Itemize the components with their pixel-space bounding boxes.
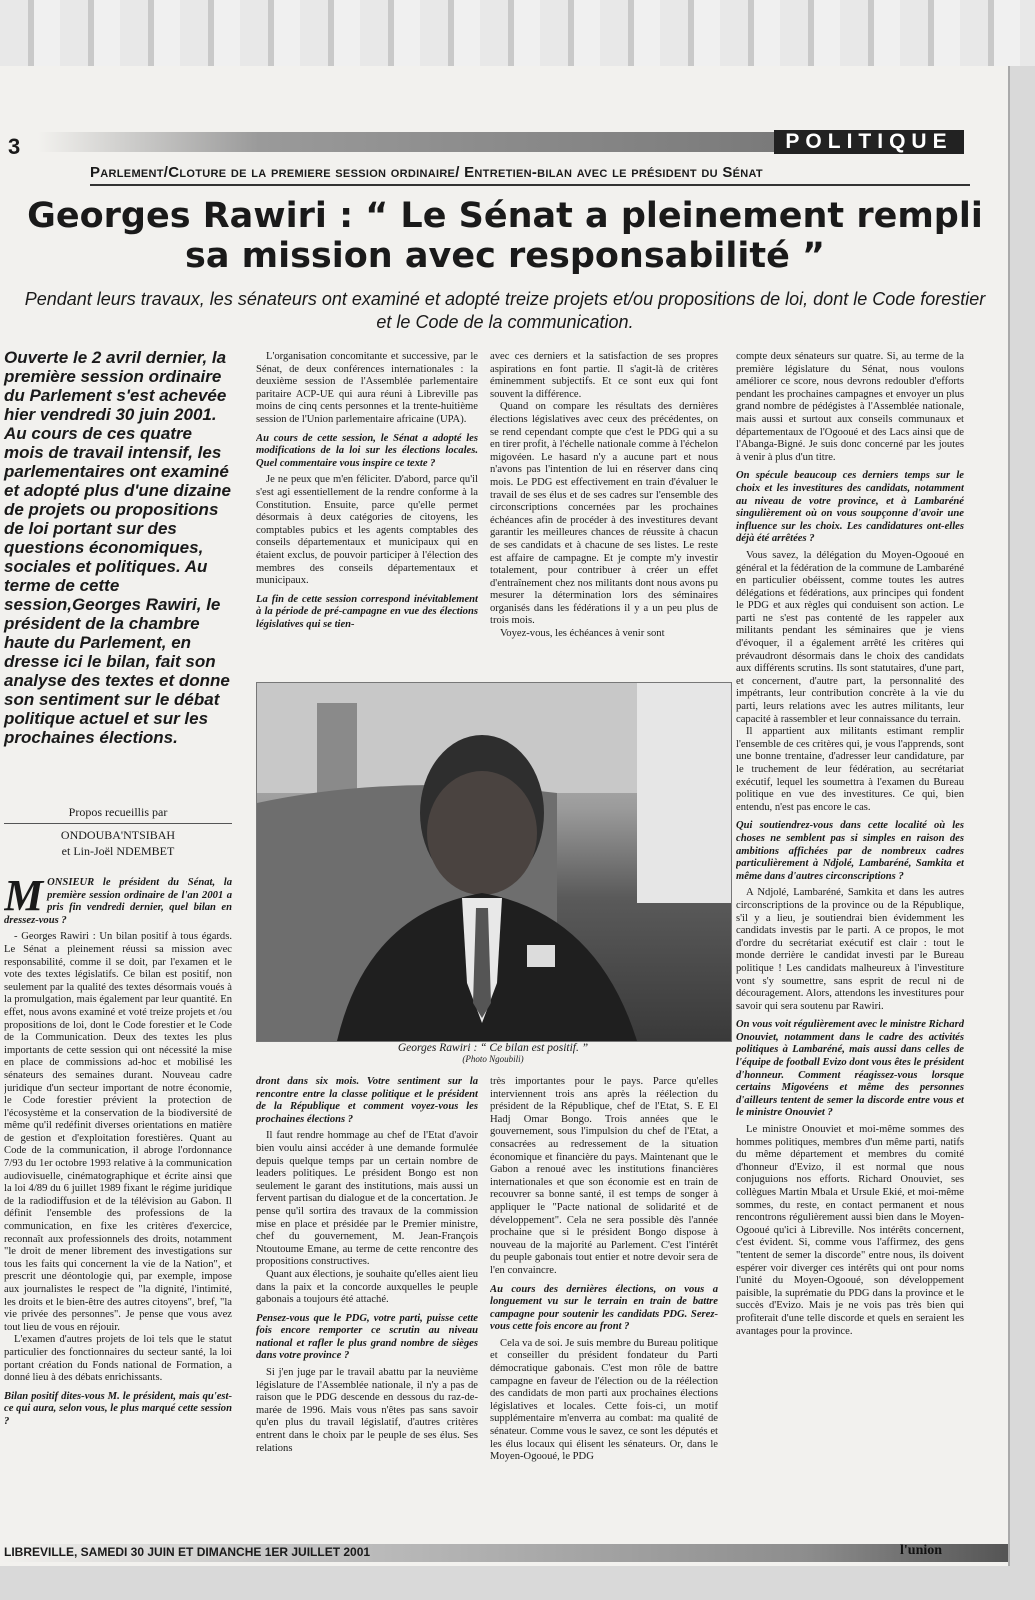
question: ONSIEUR le président du Sénat, la première session ordinaire de l'an 2001 a pris fin vendredi dernier, quel bilan en dressez-vous ? bbox=[4, 877, 232, 926]
photo-credit: (Photo Ngoubili) bbox=[462, 1054, 524, 1064]
portrait-illustration bbox=[257, 683, 731, 1041]
question: Au cours de cette session, le Sénat a adopté les modifications de la loi sur les élections locales. Quel commentaire vous inspire ce texte ? bbox=[256, 432, 478, 469]
question: dront dans six mois. Votre sentiment sur la rencontre entre la classe politique et le président de la République et comment voyez-vous les prochaines élections ? bbox=[256, 1076, 478, 1125]
paragraph: compte deux sénateurs sur quatre. Si, au terme de la première législature du Sénat, nous voulons améliorer ce score, nous devrons redoubler d'efforts pendant les prochaines campagnes et envoyer un plus grand nombre de pédégistes à l'Assemblée nationale, mais aussi et surtout aux conseils communaux et départementaux de l'Ogooué et des Lacs ainsi que de l'Abanga-Bigné. Je suis donc concerné par les joutes à venir à plus d'un titre. bbox=[736, 351, 964, 463]
credits-author: et Lin-Joël NDEMBET bbox=[61, 844, 175, 858]
kicker-rule bbox=[90, 184, 970, 186]
question: Qui soutiendrez-vous dans cette localité où les choses ne semblent pas si simples en raison des ambitions affichées par de nombreux cadres particulièrement à Ndjolé, Lambaréné, Samkita et même dans d'autres circonscriptions ? bbox=[736, 820, 964, 882]
photo-caption bbox=[256, 1042, 730, 1064]
paragraph: Le ministre Onouviet et moi-même sommes des hommes politiques, membres d'un même parti, natifs du même département et membres du comité d'honneur d'Evizo, il est normal que nous conjuguions nos efforts. Richard Onouviet, ses collègues Martin Mbala et Ursule Ekié, et moi-même sommes, du reste, en contact permanent et nous rencontrons régulièrement aussi bien dans le Moyen-Ogooué qu'ici à Libreville. Nos intérêts concernent, c'est évident. Si, comme vous l'affirmez, des gens "tentent de semer la discorde" entre nous, ils doivent espérer voir diverger ces intérêts qui ont pour noms l'unité du Moyen-Ogooué, son développement paisible, la suprématie du PDG dans la province et le succès d'Evizo. Mais je ne vois pas très bien qui profiterait d'une telle discorde et quels en seraient les avantages pour la province. bbox=[736, 1124, 964, 1337]
drop-cap: M bbox=[4, 871, 44, 920]
paragraph: L'examen d'autres projets de loi tels que le statut particulier des fonctionnaires du secteur santé, la loi portant création du Fonds national de Formation, a donné lieu à des débats enrichissants. bbox=[4, 1334, 232, 1384]
newspaper-logo: l'union bbox=[900, 1543, 943, 1558]
question: La fin de cette session correspond inévitablement à la période de pré-campagne en vue des élections législatives qui se tien- bbox=[256, 593, 478, 630]
paragraph: Si j'en juge par le travail abattu par la neuvième législature de l'Assemblée nationale, il n'y a pas de raison que le PDG descende en dessous du raz-de-marée de 1996. Mais vous n'êtes pas sans savoir qu'en plus du travail législatif, d'autres critères entrent dans le choix par le peuple de ses élus. Ses relations bbox=[256, 1367, 478, 1454]
paragraph: Quant aux élections, je souhaite qu'elles aient lieu dans la paix et la concorde auxquelles le peuple gabonais a toujours été attaché. bbox=[256, 1268, 478, 1306]
column-2-bottom bbox=[256, 1076, 478, 1541]
paragraph: très importantes pour le pays. Parce qu'elles interviennent trois ans après la réélection du président de la République, chef de l'Etat, S. E El Hadj Omar Bongo. Trois années que le gouvernement, sous l'impulsion du chef de l'Etat, a consacrées au redressement de la situation économique et financière du pays. Maintenant que le Gabon a renoué avec les institutions financières internationales et que son économie est en train de recouvrer sa bonne santé, il est temps de songer à appliquer le "Pacte national de solidarité et de développement". Cela ne sera possible dès l'année prochaine que si le président Bongo dispose à nouveau de la majorité au Parlement. C'est l'intérêt du peuple gabonais tout entier et notre devoir sera de l'en convaincre. bbox=[490, 1076, 718, 1276]
column-3-top bbox=[490, 351, 718, 679]
column-3-bottom bbox=[490, 1076, 718, 1541]
newspaper-page bbox=[0, 66, 1008, 1566]
question: Pensez-vous que le PDG, votre parti, puisse cette fois encore remporter ce scrutin au niveau national et rafler le plus grand nombre de sièges dans votre province ? bbox=[256, 1312, 478, 1362]
column-1 bbox=[4, 871, 232, 1541]
paragraph: Voyez-vous, les échéances à venir sont bbox=[500, 628, 665, 640]
page-number: 3 bbox=[8, 134, 21, 159]
footer-dateline: LIBREVILLE, SAMEDI 30 JUIN ET DIMANCHE 1ER JUILLET 2001 bbox=[4, 1545, 371, 1559]
question: On spécule beaucoup ces derniers temps sur le choix et les investitures des candidats, notamment au niveau de votre province, et à Lambaréné singulièrement où on vous soupçonne d'avoir une influence sur les choix. Les candidatures ont-elles déjà été arrêtées ? bbox=[736, 470, 964, 545]
credits-title: Propos recueillis par bbox=[68, 805, 168, 819]
column-4 bbox=[736, 351, 964, 1541]
paragraph: avec ces derniers et la satisfaction de ses propres aspirations en font partie. Il s'agit-là de critères éminemment subjectifs. Et ce sont eux qui font souvent la différence. bbox=[490, 351, 718, 400]
kicker: Parlement/Cloture de la premiere session ordinaire/ Entretien-bilan avec le président du Sénat bbox=[90, 164, 763, 181]
credits-rule bbox=[4, 823, 232, 824]
headline: Georges Rawiri : “ Le Sénat a pleinement rempli sa mission avec responsabilité ” bbox=[27, 196, 983, 276]
caption-text: Georges Rawiri : “ Ce bilan est positif. ” bbox=[397, 1042, 589, 1054]
portrait-photo bbox=[256, 682, 732, 1042]
paragraph: L'organisation concomitante et successive, par le Sénat, de deux conférences internationales : la deuxième session de l'Assemblée parlementaire paritaire ACP-UE qui aura réuni à Libreville pas moins de cinq cents personnes et la trente-huitième session de l'Union parlementaire africaine (UPA). bbox=[256, 351, 478, 425]
rubric-bar bbox=[38, 132, 774, 152]
question: Bilan positif dites-vous M. le président, mais qu'est-ce qui aura, selon vous, le plus marqué cette session ? bbox=[4, 1390, 232, 1427]
paragraph: Il faut rendre hommage au chef de l'Etat d'avoir bien voulu ainsi accéder à une demande formulée depuis quelque temps par un certain nombre de leaders politiques. Le président Bongo est non seulement le garant des institutions, mais aussi un fervent partisan du dialogue et de la concertation. Je pense qu'il sortira des travaux de la commission mise en place et présidée par le Premier ministre, chef du gouvernement, M. Jean-François Ntoutoume Emane, au terme de cette rencontre des propositions constructives. bbox=[256, 1130, 478, 1268]
paragraph: A Ndjolé, Lambaréné, Samkita et dans les autres circonscriptions de la province ou de la République, s'il y a lieu, je soutiendrai bien évidemment les candidats investis par le parti. A ce propos, le mot d'ordre du secrétariat exécutif est clair : tout le monde derrière le candidat investi par le Bureau politique ! Les candidats malheureux à l'investiture vont s'y soumettre, sans esprit de recul ni de découragement. Alors, attendons les investitures pour savoir qui sera soutenu par Rawiri. bbox=[736, 887, 964, 1012]
lead-paragraph: Ouverte le 2 avril dernier, la première session ordinaire du Parlement s'est achevée hier vendredi 30 juin 2001. Au cours de ces quatre mois de travail intensif, les parlementaires ont examiné et adopté plus d'une dizaine de projets ou propositions de loi portant sur des questions économiques, sociales et politiques. Au terme de cette session,Georges Rawiri, le président de la chambre haute du Parlement, en dresse ici le bilan, fait son analyse des textes et donne son sentiment sur le débat politique actuel et sur les prochaines élections. bbox=[4, 348, 231, 747]
credits-author: ONDOUBA'NTSIBAH bbox=[60, 828, 176, 842]
paragraph: Quand on compare les résultats des dernières élections législatives avec ceux des précédentes, on se rend cependant compte que c'est le PDG qui a su en tirer profit, à l'échelle nationale comme à l'échelon migovéen. Le hasard n'y a aucune part et nous n'avons pas l'intention de lui en réserver dans cinq mois. Le PDG est effectivement en train d'évaluer le travail de ses élus et de ses cadres sur l'ensemble des circonscriptions concernées par les prochaines échéances afin de procéder à des investitures devant garantir les meilleures chances de réussite à chacun de ses candidats et à chacune de ses listes. Le reste est affaire de campagne. Et je compte m'y investir totalement, pour contribuer à créer un effet d'entraînement chez nos militants dont nous avons pu mesurer la détermination lors des séminaires organisés dans les fédérations il y a un peu plus de trois mois. bbox=[490, 401, 718, 627]
paragraph: Vous savez, la délégation du Moyen-Ogooué en général et la fédération de la commune de Lambaréné en particulier obéissent, comme toutes les autres délégations et fédérations, aux principes qui fondent le PDG et aux règles qui conduisent son action. Le parti ne s'est pas contenté de les rappeler aux militants pendant les séminaires que je viens d'évoquer, il a également arrêté les critères qui prévaudront désormais dans le choix des candidats aux différents scrutins. Ils sont statutaires, d'une part, et concernent, d'autre part, la personnalité des impétrants, leur contribution concrète à la vie du parti, leurs relations avec les autres militants, leur capacité à rassembler et leur connaissance du terrain. bbox=[736, 549, 964, 725]
paragraph: Cela va de soi. Je suis membre du Bureau politique et conseiller du président fondateur du Parti démocratique gabonais. C'est mon rôle de battre campagne en faveur de l'élection ou de la réélection des candidats de mon parti aux prochaines élections législatives et locales. Cette fois-ci, un motif supplémentaire m'enverra au combat: ma qualité de sénateur. Comme vous le savez, ce sont les députés et les élus locaux qui élisent les sénateurs. Or, dans le Moyen-Ogooué, le PDG bbox=[490, 1337, 718, 1463]
credits bbox=[4, 804, 232, 859]
section-rubric: POLITIQUE bbox=[774, 130, 964, 154]
question: Au cours des dernières élections, on vous a longuement vu sur le terrain en train de battre campagne pour soutenir les candidats PDG. Serez-vous cette fois encore au front ? bbox=[490, 1283, 718, 1333]
question: On vous voit régulièrement avec le ministre Richard Onouviet, notamment dans le cadre des activités politiques à Lambaréné, mais aussi dans celles de l'équipe de football Evizo dont vous êtes le président d'honneur. Comment réagissez-vous lorsque certains Migovéens et même des personnes d'ailleurs tentent de semer la discorde entre vous et le ministre Onouviet ? bbox=[736, 1019, 964, 1119]
paragraph: Il appartient aux militants estimant remplir l'ensemble de ces critères qui, je vous l'apprends, sont une bonne trentaine, d'adresser leur candidature, par le truchement de leur fédération, au secrétariat exécutif, lequel les soumettra à l'examen du Bureau politique en vue des investitures. Ce qui, bien entendu, n'est pas encore le cas. bbox=[736, 726, 964, 813]
column-2-top bbox=[256, 351, 478, 679]
scan-top-band bbox=[0, 0, 1035, 66]
paragraph: Je ne peux que m'en féliciter. D'abord, parce qu'il s'est agi essentiellement de la rendre conforme à la Constitution. Ensuite, parce qu'elle permet désormais à deux catégories de citoyens, les comptables pubics et les agents comptables des conseils départementaux et municipaux qui en étaient exclus, de pouvoir participer à l'élection des membres des conseils départementaux et municipaux. bbox=[256, 474, 478, 587]
standfirst: Pendant leurs travaux, les sénateurs ont examiné et adopté treize projets et/ou propositions de loi, dont le Code forestier et le Code de la communication. bbox=[24, 289, 986, 332]
paragraph: - Georges Rawiri : Un bilan positif à tous égards. Le Sénat a pleinement réussi sa mission avec responsabilité, comme il se doit, par l'examen et le vote des textes législatifs. Ce bilan est positif, non seulement par la qualité des textes désormais voués à la promulgation, mais également par leur quantité. En effet, nous avons examiné et voté treize projets et /ou propositions de loi, dont le Code forestier et le Code de la Communication. Deux des textes les plus importants de cette session qui ont nécessité la mise en place de commissions ad-hoc et mobilisé les sénateurs des semaines durant. Nouveau cadre juridique d'un secteur important de notre économie, le Code forestier prévient la protection de l'écosystème et la conservation de la biodiversité de même qu'il redéfinit diverses orientations en matière de gestion et d'exploitation forestières. Quant au Code de la communication, il abroge l'ordonnance 7/93 du 1er octobre 1993 relative à la communication audiovisuelle, cinématographique et écrite ainsi que la loi 4/89 du 6 juillet 1989 fixant le régime juridique de la radiodiffusion et de la télévision au Gabon. Il définit l'ensemble des professions de la communication, en fixe les critères d'exercice, reconnaît aux professionnels des droits, notamment "le droit de mener librement des investigations sur tous les faits qui concernent la vie de la Nation", et prescrit une déontologie qui, par exemple, impose aux journalistes le respect de "la dignité, l'intimité, les droits et le bien-être des autres citoyens", bref, "la vie privée des personnes". Je pense que vous avez tout lieu de vous en réjouir. bbox=[4, 931, 232, 1333]
